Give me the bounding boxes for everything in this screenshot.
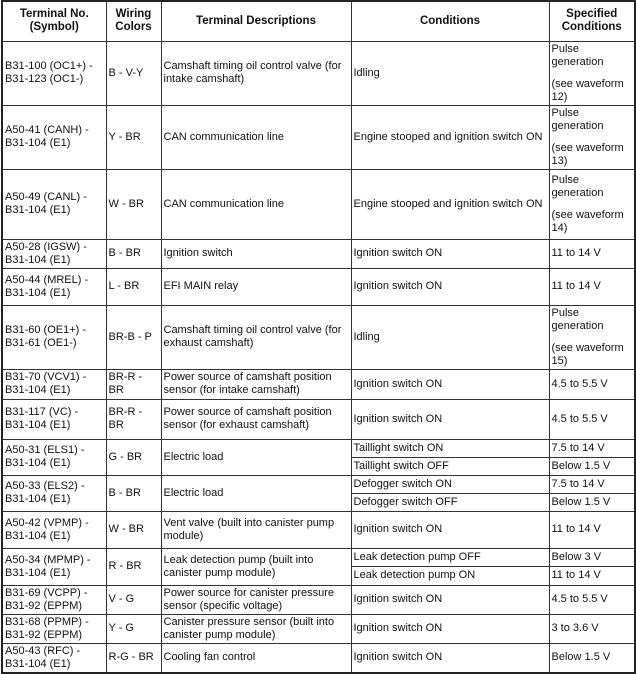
table-row [2, 614, 635, 643]
condition-cell: Defogger switch OFF [351, 493, 549, 511]
terminal-cell: B31-117 (VC) - B31-104 (E1) [2, 399, 106, 439]
specified-value: Pulse generation [551, 106, 604, 132]
description-cell: Power source for canister pressure sensor (specific voltage) [161, 585, 351, 614]
terminal-cell: B31-70 (VCV1) - B31-104 (E1) [2, 369, 106, 399]
condition-cell: Engine stooped and ignition switch ON [351, 169, 549, 239]
description-cell: Power source of camshaft position sensor (for intake camshaft) [161, 369, 351, 399]
table-row [2, 399, 635, 439]
wiring-cell: W - BR [106, 169, 161, 239]
header-wiring: Wiring Colors [106, 1, 161, 41]
description-cell: Cooling fan control [161, 643, 351, 673]
wiring-cell: Y - BR [106, 105, 161, 169]
condition-cell: Leak detection pump OFF [351, 548, 549, 567]
table-row [2, 239, 635, 268]
specified-cell: Below 1.5 V [549, 493, 635, 511]
terminal-cell: B31-68 (PPMP) - B31-92 (EPPM) [2, 614, 106, 643]
header-specified: Specified Conditions [549, 1, 635, 41]
description-cell: Camshaft timing oil control valve (for exhaust camshaft) [161, 305, 351, 369]
terminal-cell: B31-100 (OC1+) - B31-123 (OC1-) [2, 41, 106, 105]
specified-cell [549, 105, 635, 169]
specified-cell: Below 1.5 V [549, 457, 635, 475]
specified-cell: 4.5 to 5.5 V [549, 399, 635, 439]
waveform-note: (see waveform 13) [551, 141, 624, 167]
table-row [2, 475, 635, 493]
waveform-note: (see waveform 12) [551, 77, 624, 103]
description-cell: Leak detection pump (built into canister pump module) [161, 548, 351, 585]
condition-cell: Ignition switch ON [351, 585, 549, 614]
condition-cell: Ignition switch ON [351, 399, 549, 439]
description-cell: Electric load [161, 475, 351, 511]
description-cell: CAN communication line [161, 169, 351, 239]
condition-cell: Ignition switch ON [351, 643, 549, 673]
wiring-cell: B - V-Y [106, 41, 161, 105]
description-cell: CAN communication line [161, 105, 351, 169]
terminal-cell: A50-33 (ELS2) - B31-104 (E1) [2, 475, 106, 511]
condition-cell: Leak detection pump ON [351, 567, 549, 586]
specified-cell: 3 to 3.6 V [549, 614, 635, 643]
specified-cell [549, 169, 635, 239]
description-cell: Camshaft timing oil control valve (for intake camshaft) [161, 41, 351, 105]
table-row [2, 169, 635, 239]
description-cell: Electric load [161, 439, 351, 475]
wiring-cell: Y - G [106, 614, 161, 643]
terminal-table [1, 0, 636, 674]
table-row [2, 41, 635, 105]
terminal-cell: A50-43 (RFC) - B31-104 (E1) [2, 643, 106, 673]
condition-cell: Engine stooped and ignition switch ON [351, 105, 549, 169]
condition-cell: Taillight switch OFF [351, 457, 549, 475]
terminal-cell: B31-60 (OE1+) - B31-61 (OE1-) [2, 305, 106, 369]
specified-cell [549, 305, 635, 369]
terminal-cell: A50-44 (MREL) - B31-104 (E1) [2, 268, 106, 305]
terminal-cell: A50-41 (CANH) - B31-104 (E1) [2, 105, 106, 169]
waveform-note: (see waveform 15) [551, 341, 624, 367]
table-row [2, 643, 635, 673]
wiring-cell: BR-R - BR [106, 399, 161, 439]
table-row [2, 439, 635, 457]
waveform-note: (see waveform 14) [551, 208, 624, 234]
condition-cell: Taillight switch ON [351, 439, 549, 457]
header-conditions: Conditions [351, 1, 549, 41]
terminal-cell: A50-31 (ELS1) - B31-104 (E1) [2, 439, 106, 475]
wiring-cell: B - BR [106, 475, 161, 511]
header-terminal: Terminal No. (Symbol) [2, 1, 106, 41]
terminal-cell: A50-28 (IGSW) - B31-104 (E1) [2, 239, 106, 268]
condition-cell: Ignition switch ON [351, 239, 549, 268]
header-description: Terminal Descriptions [161, 1, 351, 41]
specified-value: Pulse generation [551, 306, 604, 332]
table-row [2, 268, 635, 305]
table-row [2, 305, 635, 369]
specified-cell: Below 3 V [549, 548, 635, 567]
description-cell: Canister pressure sensor (built into canister pump module) [161, 614, 351, 643]
specified-cell: 11 to 14 V [549, 268, 635, 305]
wiring-cell: R - BR [106, 548, 161, 585]
description-cell: Vent valve (built into canister pump module) [161, 511, 351, 548]
description-cell: Power source of camshaft position sensor (for exhaust camshaft) [161, 399, 351, 439]
wiring-cell: L - BR [106, 268, 161, 305]
condition-cell: Idling [351, 305, 549, 369]
specified-cell: 4.5 to 5.5 V [549, 369, 635, 399]
condition-cell: Ignition switch ON [351, 369, 549, 399]
table-row [2, 105, 635, 169]
specified-cell: 4.5 to 5.5 V [549, 585, 635, 614]
specified-cell: 7.5 to 14 V [549, 475, 635, 493]
specified-cell: 11 to 14 V [549, 239, 635, 268]
wiring-cell: BR-R - BR [106, 369, 161, 399]
terminal-cell: A50-49 (CANL) - B31-104 (E1) [2, 169, 106, 239]
wiring-cell: G - BR [106, 439, 161, 475]
specified-cell: 11 to 14 V [549, 567, 635, 586]
wiring-cell: R-G - BR [106, 643, 161, 673]
specified-cell [549, 41, 635, 105]
condition-cell: Ignition switch ON [351, 511, 549, 548]
condition-cell: Defogger switch ON [351, 475, 549, 493]
table-row [2, 511, 635, 548]
specified-cell: 11 to 14 V [549, 511, 635, 548]
table-row [2, 548, 635, 567]
specified-cell: 7.5 to 14 V [549, 439, 635, 457]
header-row [2, 1, 635, 41]
specified-cell: Below 1.5 V [549, 643, 635, 673]
terminal-cell: A50-42 (VPMP) - B31-104 (E1) [2, 511, 106, 548]
specified-value: Pulse generation [551, 173, 604, 199]
description-cell: Ignition switch [161, 239, 351, 268]
terminal-cell: A50-34 (MPMP) - B31-104 (E1) [2, 548, 106, 585]
wiring-cell: B - BR [106, 239, 161, 268]
wiring-cell: W - BR [106, 511, 161, 548]
condition-cell: Idling [351, 41, 549, 105]
table-row [2, 369, 635, 399]
condition-cell: Ignition switch ON [351, 614, 549, 643]
wiring-cell: BR-B - P [106, 305, 161, 369]
specified-value: Pulse generation [551, 42, 604, 68]
table-row [2, 585, 635, 614]
condition-cell: Ignition switch ON [351, 268, 549, 305]
terminal-cell: B31-69 (VCPP) - B31-92 (EPPM) [2, 585, 106, 614]
wiring-cell: V - G [106, 585, 161, 614]
description-cell: EFI MAIN relay [161, 268, 351, 305]
